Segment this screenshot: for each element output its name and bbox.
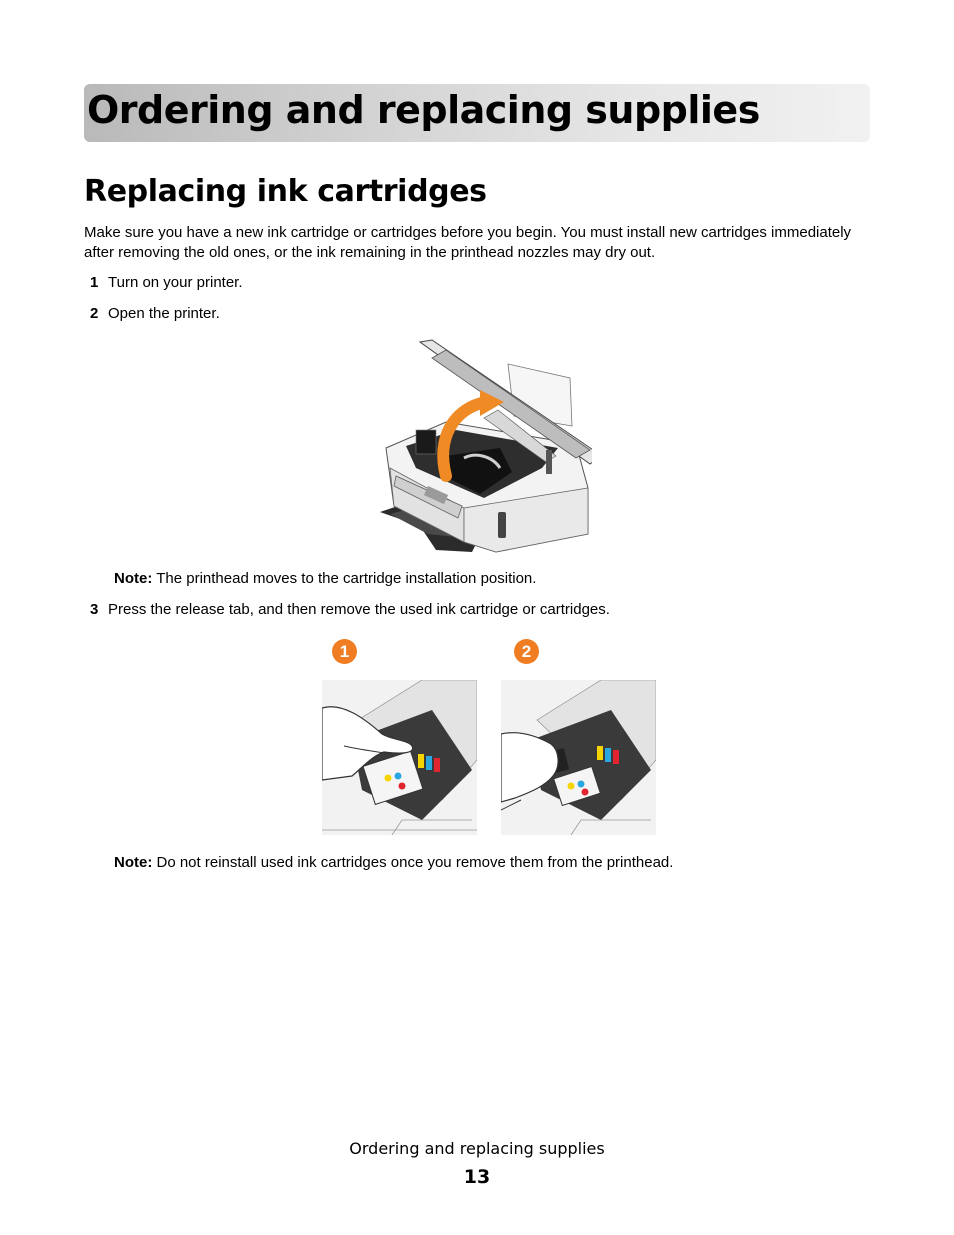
note-label: Note: (114, 570, 153, 587)
note-text: Do not reinstall used ink cartridges once you remove them from the printhead. (152, 854, 674, 871)
section-title: Replacing ink cartridges (84, 174, 487, 209)
chapter-banner (84, 84, 870, 142)
note-label: Note: (114, 854, 153, 871)
callout-1: 1 (332, 639, 357, 664)
printer-open-illustration (376, 338, 592, 556)
note-text: The printhead moves to the cartridge installation position. (152, 570, 537, 587)
step-text: Press the release tab, and then remove the used ink cartridge or cartridges. (108, 601, 610, 618)
footer-title: Ordering and replacing supplies (349, 1139, 605, 1158)
note-reinstall (114, 853, 673, 873)
step-number: 1 (90, 274, 99, 291)
step-text: Open the printer. (108, 305, 220, 322)
intro-paragraph: Make sure you have a new ink cartridge or cartridges before you begin. You must install new cartridges immediately after removing the old ones, or the ink remaining in the printhead nozzles may dry out. (84, 224, 852, 261)
chapter-title: Ordering and replacing supplies (87, 88, 760, 132)
remove-cartridge-illustration (501, 680, 656, 835)
callout-2: 2 (514, 639, 539, 664)
step-number: 3 (90, 601, 99, 618)
press-release-tab-illustration (322, 680, 477, 835)
step-text: Turn on your printer. (108, 274, 243, 291)
page-number: 13 (463, 1166, 491, 1188)
step-number: 2 (90, 305, 99, 322)
note-printhead (114, 569, 536, 589)
